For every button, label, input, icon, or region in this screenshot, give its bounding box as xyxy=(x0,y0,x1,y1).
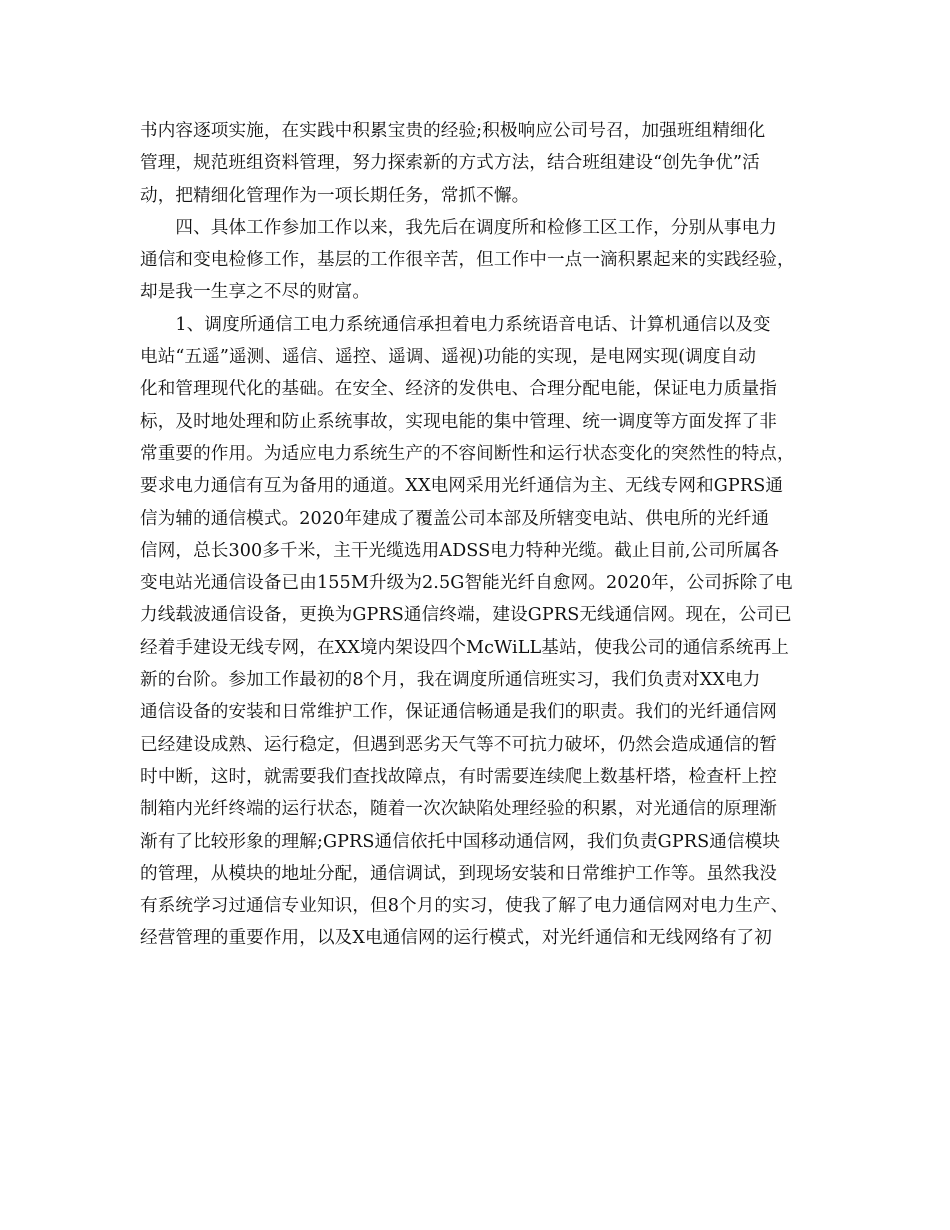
text-line: 力线载波通信设备，更换为GPRS通信终端，建设GPRS无线通信网。现在，公司已 xyxy=(140,605,792,626)
text-line: 新的台阶。参加工作最初的8个月，我在调度所通信班实习，我们负责对XX电力 xyxy=(140,670,761,691)
text-line: 却是我一生享之不尽的财富。 xyxy=(140,282,371,303)
text-line: 管理，规范班组资料管理，努力探索新的方式方法，结合班组建设“创先争优”活 xyxy=(140,153,760,174)
text-line: 经营管理的重要作用，以及X电通信网的运行模式，对光纤通信和无线网络有了初 xyxy=(140,928,772,949)
text-line: 经着手建设无线专网，在XX境内架设四个McWiLL基站，使我公司的通信系统再上 xyxy=(140,637,789,658)
text-line: 1、调度所通信工电力系统通信承担着电力系统语音电话、计算机通信以及变 xyxy=(140,314,771,335)
text-line: 渐有了比较形象的理解;GPRS通信依托中国移动通信网，我们负责GPRS通信模块 xyxy=(140,831,781,852)
text-line: 的管理，从模块的地址分配，通信调试，到现场安装和日常维护工作等。虽然我没 xyxy=(140,863,777,884)
text-line: 通信设备的安装和日常维护工作，保证通信畅通是我们的职责。我们的光纤通信网 xyxy=(140,702,777,723)
text-line: 动，把精细化管理作为一项长期任务，常抓不懈。 xyxy=(140,185,530,206)
paragraph-section-four xyxy=(140,212,820,309)
text-line: 书内容逐项实施，在实践中积累宝贵的经验;积极响应公司号召，加强班组精细化 xyxy=(140,121,766,141)
text-line: 有系统学习过通信专业知识，但8个月的实习，使我了解了电力通信网对电力生产、 xyxy=(140,896,789,917)
paragraph-item-one xyxy=(140,309,820,955)
text-line: 时中断，这时，就需要我们查找故障点，有时需要连续爬上数基杆塔，检查杆上控 xyxy=(140,766,777,787)
text-line: 通信和变电检修工作，基层的工作很辛苦，但工作中一点一滴积累起来的实践经验， xyxy=(140,250,795,271)
text-line: 化和管理现代化的基础。在安全、经济的发供电、合理分配电能，保证电力质量指 xyxy=(140,379,777,400)
text-line: 信为辅的通信模式。2020年建成了覆盖公司本部及所辖变电站、供电所的光纤通 xyxy=(140,508,770,529)
text-line: 四、具体工作参加工作以来，我先后在调度所和检修工区工作，分别从事电力 xyxy=(140,217,777,238)
text-line: 要求电力通信有互为备用的通道。XX电网采用光纤通信为主、无线专网和GPRS通 xyxy=(140,476,784,497)
text-line: 标，及时地处理和防止系统事故，实现电能的集中管理、统一调度等方面发挥了非 xyxy=(140,411,777,432)
text-line: 已经建设成熟、运行稳定，但遇到恶劣天气等不可抗力破坏，仍然会造成通信的暂 xyxy=(140,734,777,755)
text-line: 变电站光通信设备已由155M升级为2.5G智能光纤自愈网。2020年，公司拆除了电 xyxy=(140,573,793,594)
text-line: 制箱内光纤终端的运行状态，随着一次次缺陷处理经验的积累，对光通信的原理渐 xyxy=(140,799,777,820)
paragraph-continuation xyxy=(140,115,820,212)
text-line: 电站“五遥”遥测、遥信、遥控、遥调、遥视)功能的实现，是电网实现(调度自动 xyxy=(140,347,757,368)
text-line: 信网，总长300多千米，主干光缆选用ADSS电力特种光缆。截止目前,公司所属各 xyxy=(140,540,780,561)
document-body xyxy=(140,115,820,955)
text-line: 常重要的作用。为适应电力系统生产的不容间断性和运行状态变化的突然性的特点， xyxy=(140,443,795,464)
